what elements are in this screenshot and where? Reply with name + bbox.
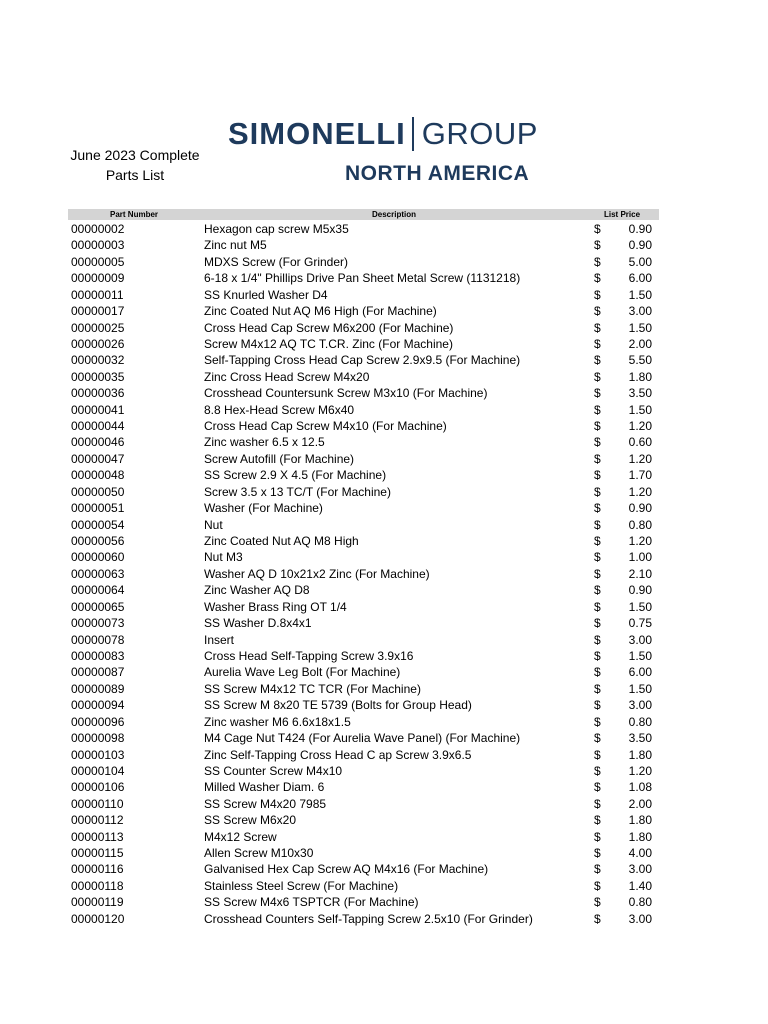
currency-symbol: $ (594, 451, 601, 466)
part-number-cell: 00000044 (71, 419, 125, 434)
currency-symbol: $ (594, 747, 601, 762)
description-cell: Insert (204, 632, 235, 647)
part-number-cell: 00000078 (71, 632, 125, 647)
description-cell: Stainless Steel Screw (For Machine) (204, 878, 399, 893)
list-price-cell: 4.00 (628, 846, 652, 861)
part-number-cell: 00000103 (71, 747, 125, 762)
description-cell: Cross Head Cap Screw M6x200 (For Machine) (204, 320, 454, 335)
table-row (0, 714, 768, 730)
description-cell: Crosshead Counters Self-Tapping Screw 2.5x10 (For Grinder) (204, 911, 533, 926)
description-cell: 8.8 Hex-Head Screw M6x40 (204, 402, 355, 417)
table-row (0, 237, 768, 253)
list-price-cell: 0.80 (628, 517, 652, 532)
part-number-cell: 00000051 (71, 501, 125, 516)
list-price-cell: 3.00 (628, 304, 652, 319)
list-price-cell: 0.60 (628, 435, 652, 450)
currency-symbol: $ (594, 287, 601, 302)
currency-symbol: $ (594, 599, 601, 614)
description-cell: Cross Head Cap Screw M4x10 (For Machine) (204, 419, 447, 434)
table-row (0, 615, 768, 631)
description-cell: Galvanised Hex Cap Screw AQ M4x16 (For Machine) (204, 862, 489, 877)
description-cell: Hexagon cap screw M5x35 (204, 222, 349, 236)
table-row (0, 287, 768, 303)
part-number-cell: 00000047 (71, 451, 125, 466)
part-number-cell: 00000104 (71, 763, 125, 778)
table-row (0, 549, 768, 565)
description-cell: Washer (For Machine) (204, 501, 323, 516)
table-row (0, 829, 768, 845)
description-cell: Washer AQ D 10x21x2 Zinc (For Machine) (204, 566, 430, 581)
currency-symbol: $ (594, 583, 601, 598)
currency-symbol: $ (594, 550, 601, 565)
currency-symbol: $ (594, 911, 601, 926)
table-row (0, 894, 768, 910)
part-number-cell: 00000087 (71, 665, 125, 680)
list-price-cell: 0.90 (628, 583, 652, 598)
currency-symbol: $ (594, 534, 601, 549)
currency-symbol: $ (594, 632, 601, 647)
table-row (0, 270, 768, 286)
currency-symbol: $ (594, 616, 601, 631)
description-cell: Screw Autofill (For Machine) (204, 451, 355, 466)
part-number-cell: 00000005 (71, 254, 125, 269)
description-cell: Zinc Coated Nut AQ M6 High (For Machine) (204, 304, 437, 319)
table-row (0, 796, 768, 812)
currency-symbol: $ (594, 681, 601, 696)
list-price-cell: 1.20 (628, 534, 652, 549)
part-number-cell: 00000098 (71, 731, 125, 746)
part-number-cell: 00000112 (71, 813, 124, 828)
part-number-cell: 00000110 (71, 796, 124, 811)
company-logo (228, 116, 538, 186)
table-row (0, 533, 768, 549)
list-price-cell: 3.00 (628, 698, 652, 713)
table-row (0, 418, 768, 434)
part-number-cell: 00000060 (71, 550, 125, 565)
table-row (0, 500, 768, 516)
part-number-cell: 00000048 (71, 468, 125, 483)
table-row (0, 221, 768, 237)
table-row (0, 730, 768, 746)
description-cell: SS Screw M6x20 (204, 813, 297, 828)
currency-symbol: $ (594, 796, 601, 811)
logo-region-text: NORTH AMERICA (345, 162, 530, 185)
description-cell: MDXS Screw (For Grinder) (204, 254, 349, 269)
table-row (0, 385, 768, 401)
list-price-cell: 2.10 (628, 566, 652, 581)
part-number-cell: 00000025 (71, 320, 125, 335)
table-row (0, 434, 768, 450)
table-row (0, 697, 768, 713)
table-row (0, 369, 768, 385)
part-number-cell: 00000009 (71, 271, 125, 286)
currency-symbol: $ (594, 402, 601, 417)
logo-divider (412, 117, 414, 151)
currency-symbol: $ (594, 698, 601, 713)
list-price-cell: 3.00 (628, 862, 652, 877)
currency-symbol: $ (594, 369, 601, 384)
part-number-cell: 00000083 (71, 648, 125, 663)
description-cell: Washer Brass Ring OT 1/4 (204, 599, 347, 614)
description-cell: SS Screw M4x12 TC TCR (For Machine) (204, 681, 421, 696)
part-number-cell: 00000063 (71, 566, 125, 581)
list-price-cell: 1.80 (628, 369, 652, 384)
list-price-cell: 3.50 (628, 731, 652, 746)
currency-symbol: $ (594, 320, 601, 335)
currency-symbol: $ (594, 813, 601, 828)
list-price-cell: 0.90 (628, 222, 652, 236)
table-row (0, 582, 768, 598)
description-cell: Screw 3.5 x 13 TC/T (For Machine) (204, 484, 391, 499)
table-row (0, 451, 768, 467)
currency-symbol: $ (594, 648, 601, 663)
table-row (0, 763, 768, 779)
part-number-cell: 00000032 (71, 353, 125, 368)
table-row (0, 681, 768, 697)
description-cell: Cross Head Self-Tapping Screw 3.9x16 (204, 648, 414, 663)
table-header (68, 209, 659, 220)
header-part-number: Part Number (110, 210, 159, 219)
currency-symbol: $ (594, 763, 601, 778)
part-number-cell: 00000065 (71, 599, 125, 614)
currency-symbol: $ (594, 304, 601, 319)
currency-symbol: $ (594, 862, 601, 877)
description-cell: M4x12 Screw (204, 829, 277, 844)
list-price-cell: 0.90 (628, 501, 652, 516)
table-row (0, 911, 768, 927)
table-row (0, 878, 768, 894)
currency-symbol: $ (594, 435, 601, 450)
list-price-cell: 5.50 (628, 353, 652, 368)
part-number-cell: 00000017 (71, 304, 125, 319)
description-cell: M4 Cage Nut T424 (For Aurelia Wave Panel) (For Machine) (204, 731, 521, 746)
list-price-cell: 3.00 (628, 911, 652, 926)
description-cell: SS Washer D.8x4x1 (204, 616, 312, 631)
part-number-cell: 00000064 (71, 583, 125, 598)
list-price-cell: 1.80 (628, 747, 652, 762)
part-number-cell: 00000056 (71, 534, 125, 549)
currency-symbol: $ (594, 419, 601, 434)
description-cell: Zinc Self-Tapping Cross Head C ap Screw 3.9x6.5 (204, 747, 472, 762)
description-cell: SS Screw M 8x20 TE 5739 (Bolts for Group Head) (204, 698, 472, 713)
list-price-cell: 3.00 (628, 632, 652, 647)
description-cell: Milled Washer Diam. 6 (204, 780, 325, 795)
description-cell: Screw M4x12 AQ TC T.CR. Zinc (For Machine) (204, 336, 453, 351)
list-price-cell: 0.80 (628, 895, 652, 910)
table-row (0, 402, 768, 418)
table-row (0, 779, 768, 795)
table-row (0, 599, 768, 615)
table-row (0, 566, 768, 582)
logo-group-text: GROUP (421, 116, 538, 151)
part-number-cell: 00000096 (71, 714, 125, 729)
part-number-cell: 00000046 (71, 435, 125, 450)
currency-symbol: $ (594, 386, 601, 401)
part-number-cell: 00000003 (71, 238, 125, 253)
list-price-cell: 6.00 (628, 665, 652, 680)
list-price-cell: 1.00 (628, 550, 652, 565)
description-cell: Aurelia Wave Leg Bolt (For Machine) (204, 665, 401, 680)
currency-symbol: $ (594, 254, 601, 269)
currency-symbol: $ (594, 238, 601, 253)
document-title: June 2023 Complete Parts List (70, 147, 200, 183)
table-row (0, 303, 768, 319)
list-price-cell: 0.80 (628, 714, 652, 729)
part-number-cell: 00000094 (71, 698, 125, 713)
table-row (0, 484, 768, 500)
currency-symbol: $ (594, 336, 601, 351)
description-cell: Zinc washer 6.5 x 12.5 (204, 435, 325, 450)
table-row (0, 845, 768, 861)
description-cell: SS Knurled Washer D4 (204, 287, 328, 302)
part-number-cell: 00000118 (71, 878, 124, 893)
table-row (0, 747, 768, 763)
list-price-cell: 0.75 (628, 616, 652, 631)
description-cell: Zinc Cross Head Screw M4x20 (204, 369, 370, 384)
part-number-cell: 00000050 (71, 484, 125, 499)
list-price-cell: 1.20 (628, 451, 652, 466)
currency-symbol: $ (594, 484, 601, 499)
parts-table-body (0, 221, 768, 927)
list-price-cell: 1.80 (628, 813, 652, 828)
description-cell: SS Screw M4x20 7985 (204, 796, 327, 811)
part-number-cell: 00000073 (71, 616, 125, 631)
part-number-cell: 00000120 (71, 911, 125, 926)
header-description: Description (372, 210, 417, 219)
list-price-cell: 1.50 (628, 287, 652, 302)
logo-brand-text: SIMONELLI (228, 116, 406, 151)
currency-symbol: $ (594, 517, 601, 532)
list-price-cell: 1.50 (628, 648, 652, 663)
currency-symbol: $ (594, 714, 601, 729)
list-price-cell: 1.50 (628, 320, 652, 335)
currency-symbol: $ (594, 566, 601, 581)
description-cell: SS Screw M4x6 TSPTCR (For Machine) (204, 895, 419, 910)
table-row (0, 320, 768, 336)
list-price-cell: 1.40 (628, 878, 652, 893)
table-row (0, 254, 768, 270)
part-number-cell: 00000036 (71, 386, 125, 401)
currency-symbol: $ (594, 829, 601, 844)
part-number-cell: 00000116 (71, 862, 124, 877)
part-number-cell: 00000011 (71, 287, 124, 302)
list-price-cell: 5.00 (628, 254, 652, 269)
table-row (0, 336, 768, 352)
description-cell: Self-Tapping Cross Head Cap Screw 2.9x9.5 (For Machine) (204, 353, 521, 368)
currency-symbol: $ (594, 731, 601, 746)
description-cell: Allen Screw M10x30 (204, 846, 314, 861)
currency-symbol: $ (594, 780, 601, 795)
table-row (0, 664, 768, 680)
header-list-price: List Price (604, 210, 641, 219)
currency-symbol: $ (594, 665, 601, 680)
description-cell: Nut (204, 517, 223, 532)
list-price-cell: 2.00 (628, 336, 652, 351)
list-price-cell: 6.00 (628, 271, 652, 286)
part-number-cell: 00000026 (71, 336, 125, 351)
currency-symbol: $ (594, 222, 601, 236)
currency-symbol: $ (594, 846, 601, 861)
currency-symbol: $ (594, 895, 601, 910)
currency-symbol: $ (594, 353, 601, 368)
description-cell: Crosshead Countersunk Screw M3x10 (For Machine) (204, 386, 488, 401)
description-cell: SS Counter Screw M4x10 (204, 763, 343, 778)
part-number-cell: 00000002 (71, 222, 125, 236)
list-price-cell: 2.00 (628, 796, 652, 811)
list-price-cell: 1.20 (628, 419, 652, 434)
table-row (0, 812, 768, 828)
list-price-cell: 1.50 (628, 402, 652, 417)
description-cell: SS Screw 2.9 X 4.5 (For Machine) (204, 468, 387, 483)
description-cell: Zinc Coated Nut AQ M8 High (204, 534, 359, 549)
list-price-cell: 1.80 (628, 829, 652, 844)
table-row (0, 467, 768, 483)
currency-symbol: $ (594, 468, 601, 483)
description-cell: Zinc washer M6 6.6x18x1.5 (204, 714, 351, 729)
part-number-cell: 00000035 (71, 369, 125, 384)
list-price-cell: 1.50 (628, 681, 652, 696)
part-number-cell: 00000106 (71, 780, 125, 795)
part-number-cell: 00000089 (71, 681, 125, 696)
description-cell: 6-18 x 1/4" Phillips Drive Pan Sheet Metal Screw (1131218) (204, 271, 521, 286)
list-price-cell: 0.90 (628, 238, 652, 253)
description-cell: Zinc Washer AQ D8 (204, 583, 310, 598)
part-number-cell: 00000113 (71, 829, 124, 844)
table-row (0, 352, 768, 368)
list-price-cell: 1.70 (628, 468, 652, 483)
currency-symbol: $ (594, 501, 601, 516)
table-row (0, 648, 768, 664)
currency-symbol: $ (594, 878, 601, 893)
part-number-cell: 00000115 (71, 846, 124, 861)
list-price-cell: 3.50 (628, 386, 652, 401)
table-row (0, 517, 768, 533)
part-number-cell: 00000041 (71, 402, 125, 417)
table-row (0, 861, 768, 877)
list-price-cell: 1.08 (628, 780, 652, 795)
list-price-cell: 1.20 (628, 763, 652, 778)
description-cell: Zinc nut M5 (204, 238, 267, 253)
currency-symbol: $ (594, 271, 601, 286)
list-price-cell: 1.50 (628, 599, 652, 614)
description-cell: Nut M3 (204, 550, 243, 565)
table-row (0, 632, 768, 648)
part-number-cell: 00000054 (71, 517, 125, 532)
part-number-cell: 00000119 (71, 895, 124, 910)
list-price-cell: 1.20 (628, 484, 652, 499)
